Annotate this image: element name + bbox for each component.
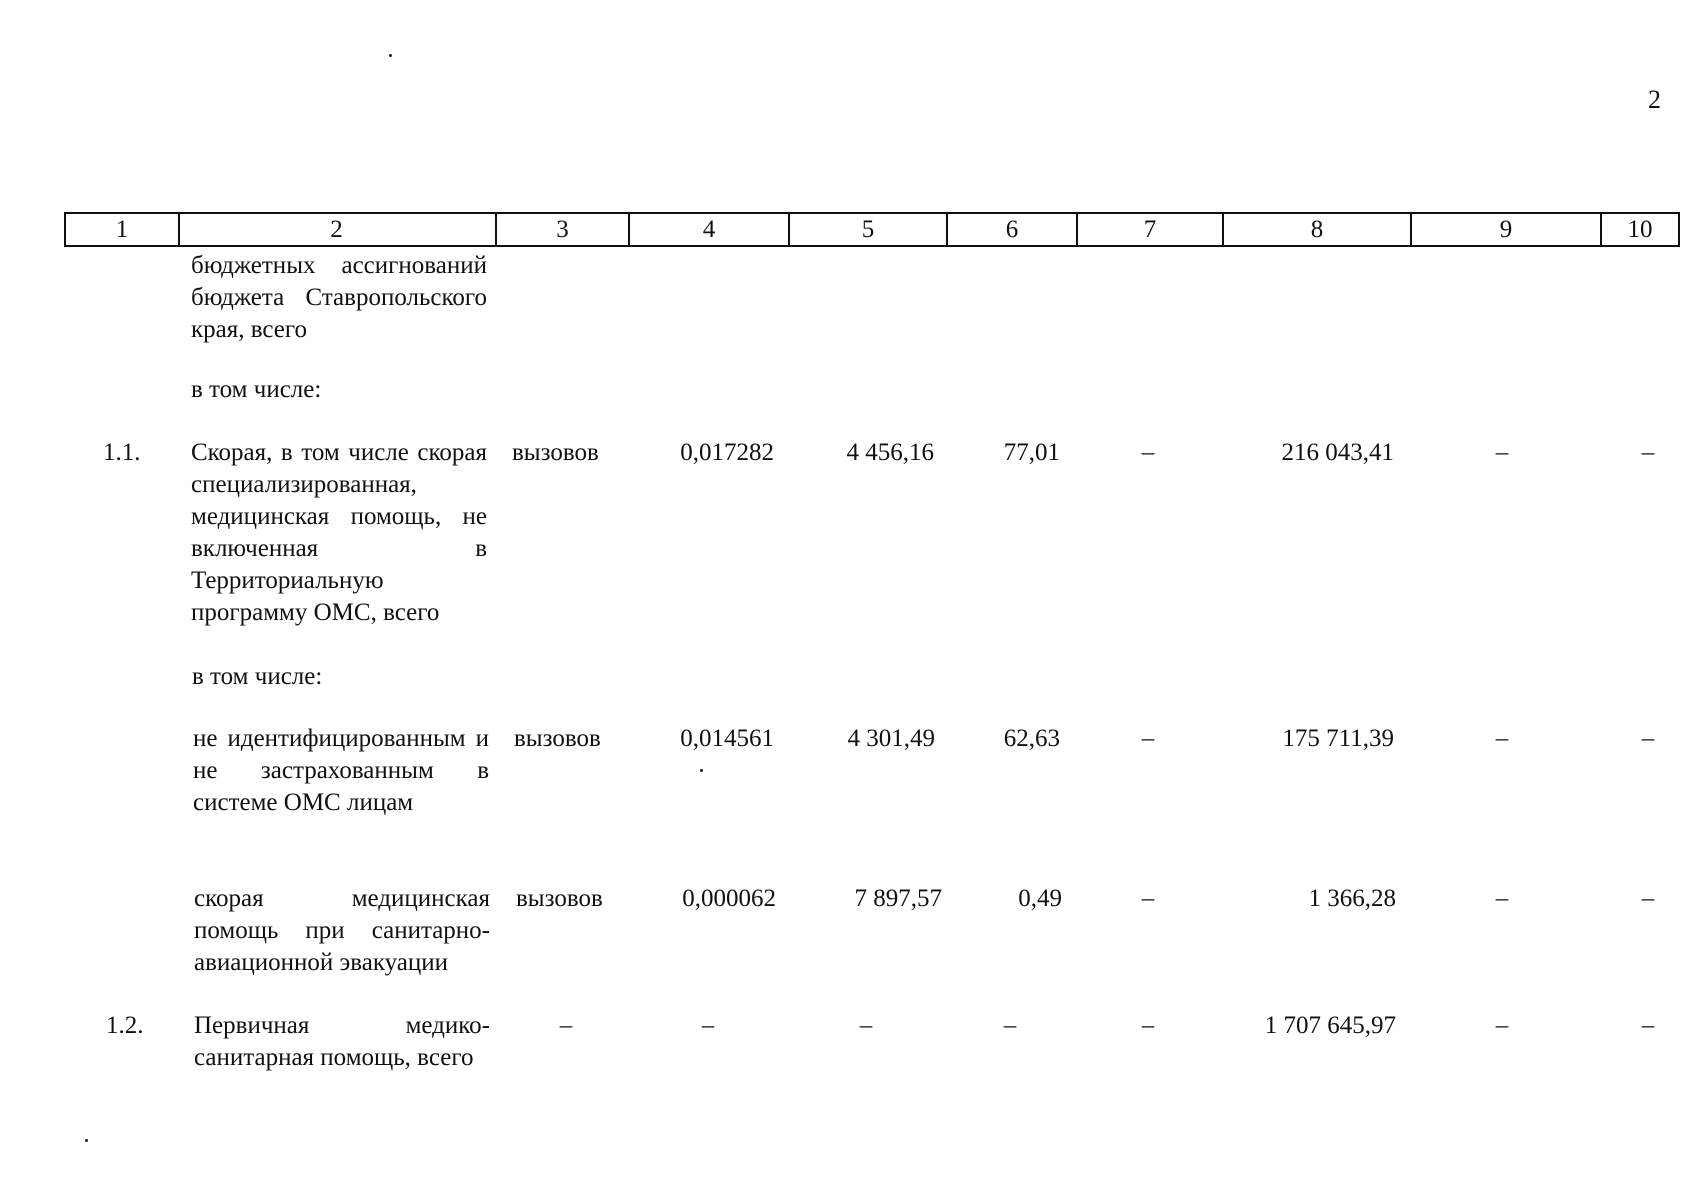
row-unit: –: [559, 1012, 573, 1039]
row-col-7: –: [1141, 725, 1155, 752]
header-col-4: 4: [630, 212, 790, 247]
row-col-10: –: [1641, 1012, 1655, 1039]
row-col-8: 175 711,39: [1282, 725, 1394, 752]
row-col-9: –: [1495, 725, 1509, 752]
row-col-8: 216 043,41: [1281, 439, 1394, 466]
in-that-number-label: в том числе:: [192, 663, 323, 690]
row-col-8: 1 366,28: [1308, 885, 1396, 912]
row-col-4: 0,000062: [682, 885, 776, 912]
table-header: [64, 212, 1680, 245]
header-col-9: 9: [1412, 212, 1602, 247]
header-col-5: 5: [790, 212, 948, 247]
row-col-10: –: [1641, 439, 1655, 466]
row-col-7: –: [1141, 439, 1155, 466]
row-col-5: 4 456,16: [846, 439, 934, 466]
row-col-5: 7 897,57: [854, 885, 942, 912]
header-col-7: 7: [1078, 212, 1224, 247]
row-unit: вызовов: [512, 439, 599, 466]
row-col-4: 0,014561: [680, 725, 774, 752]
row-col-10: –: [1641, 725, 1655, 752]
row-col-9: –: [1495, 1012, 1509, 1039]
row-col-6: 62,63: [1003, 725, 1060, 752]
scan-speck: [700, 769, 703, 772]
row-unit: вызовов: [514, 725, 601, 752]
row-name: Скорая, в том числе скорая специализированная, медицинская помощь, не включенная в Территориальную программу ОМС, всего: [191, 439, 487, 626]
row-number: 1.1.: [103, 439, 141, 466]
row-name: скорая медицинская помощь при санитарно-авиационной эвакуации: [194, 885, 490, 976]
row-col-9: –: [1495, 885, 1509, 912]
in-that-number-label: в том числе:: [191, 376, 322, 403]
header-col-3: 3: [497, 212, 630, 247]
continuation-text: бюджетных ассигнований бюджета Ставропольского края, всего: [191, 252, 487, 343]
header-col-1: 1: [64, 212, 180, 247]
page-number: 2: [1648, 85, 1661, 114]
row-col-4: –: [701, 1012, 715, 1039]
row-name: Первичная медико-санитарная помощь, всего: [194, 1012, 490, 1071]
row-col-7: –: [1141, 1012, 1155, 1039]
row-col-5: –: [859, 1012, 873, 1039]
row-col-10: –: [1641, 885, 1655, 912]
row-col-9: –: [1495, 439, 1509, 466]
row-number: 1.2.: [106, 1012, 144, 1039]
row-col-8: 1 707 645,97: [1264, 1012, 1396, 1039]
header-col-6: 6: [948, 212, 1078, 247]
row-col-7: –: [1141, 885, 1155, 912]
row-col-6: –: [1003, 1012, 1017, 1039]
row-col-6: 0,49: [1018, 885, 1062, 912]
header-col-10: 10: [1602, 212, 1680, 247]
scan-speck: [85, 1139, 88, 1142]
row-unit: вызовов: [516, 885, 603, 912]
scan-speck: [389, 54, 392, 57]
row-name: не идентифицированным и не застрахованным в системе ОМС лицам: [193, 725, 489, 816]
row-col-5: 4 301,49: [847, 725, 935, 752]
header-col-8: 8: [1224, 212, 1412, 247]
header-col-2: 2: [178, 212, 497, 247]
row-col-6: 77,01: [1003, 439, 1060, 466]
row-col-4: 0,017282: [680, 439, 774, 466]
